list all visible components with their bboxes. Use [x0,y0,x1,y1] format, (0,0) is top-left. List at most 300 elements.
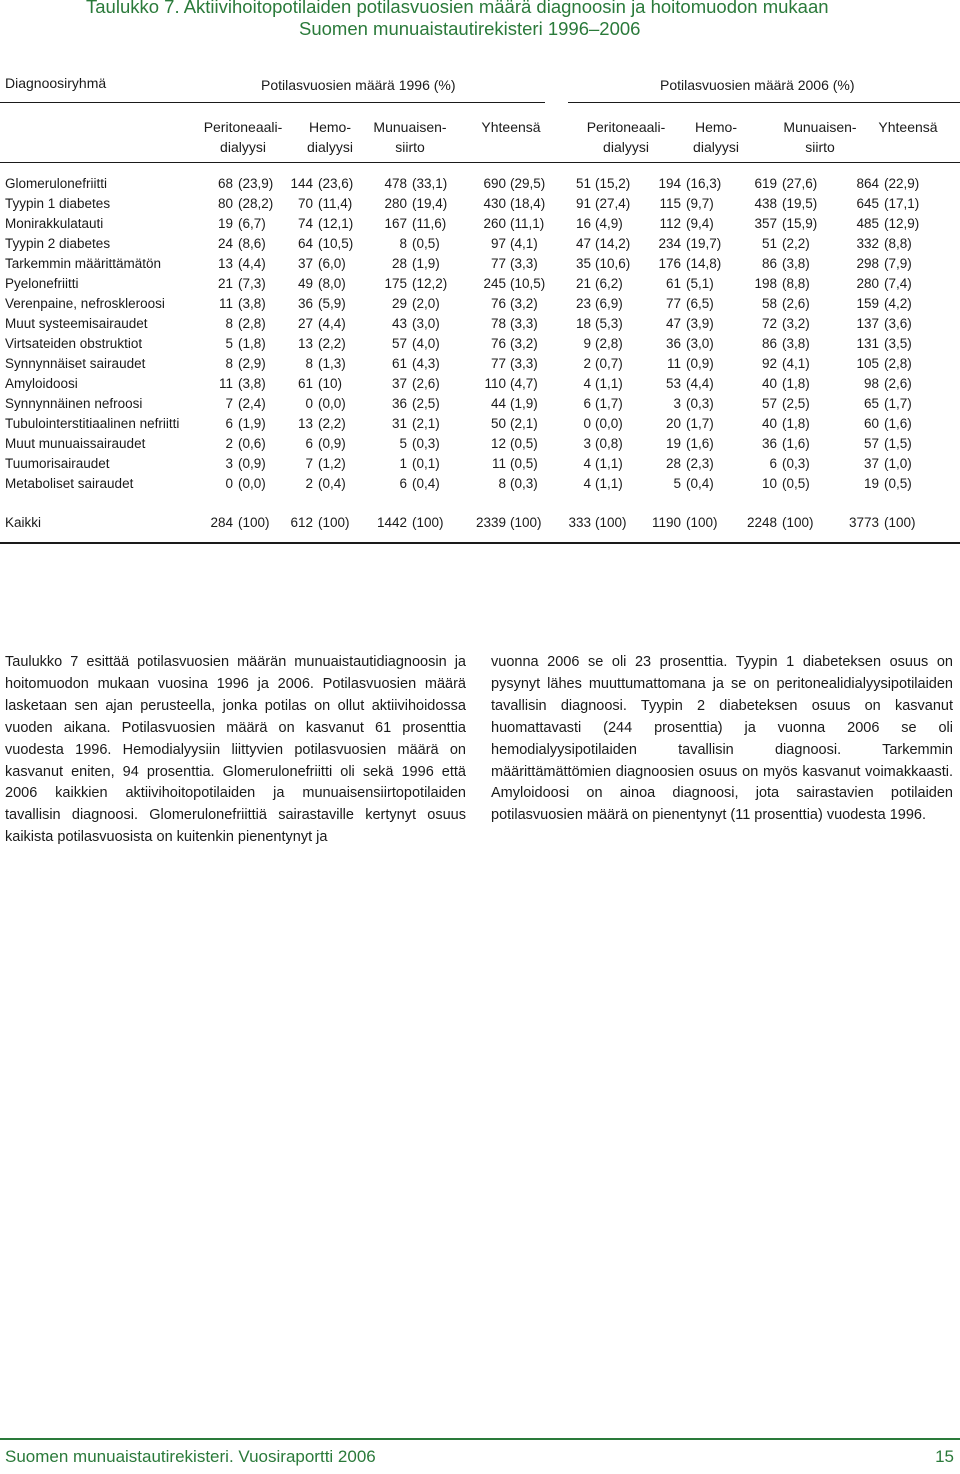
table-title: Taulukko 7. Aktiivihoitopotilaiden potilasvuosien määrä diagnoosin ja hoitomuodon mukaan [86,0,829,17]
cell-value: 430 [483,196,506,211]
cell-value: 13 [217,256,233,271]
cell-percent: (100) [318,515,350,530]
subheader-line2: siirto [805,139,835,155]
subheader-2006-3 [770,117,870,157]
cell-percent: (2,6) [782,296,810,311]
cell-value: 18 [575,316,591,331]
cell-value: 57 [761,396,777,411]
subheader-line1: Hemo- [308,119,351,135]
cell-percent: (0,1) [412,456,440,471]
cell-percent: (0,9) [686,356,714,371]
row-label: Verenpaine, nefroskleroosi [5,296,165,311]
subheader-1996-4 [461,117,561,137]
cell-percent: (0,7) [595,356,623,371]
cell-percent: (4,7) [510,376,538,391]
cell-value: 357 [754,216,777,231]
cell-value: 478 [384,176,407,191]
cell-percent: (0,0) [238,476,266,491]
cell-percent: (0,8) [595,436,623,451]
table-bottom-rule [0,542,960,544]
cell-percent: (6,7) [238,216,266,231]
cell-percent: (3,6) [884,316,912,331]
cell-percent: (5,3) [595,316,623,331]
body-text-right [491,652,953,827]
cell-value: 159 [856,296,879,311]
cell-percent: (1,8) [782,376,810,391]
cell-percent: (100) [595,515,627,530]
cell-percent: (6,2) [595,276,623,291]
cell-percent: (1,1) [595,376,623,391]
cell-percent: (16,3) [686,176,722,191]
row-label: Virtsateiden obstruktiot [5,336,143,351]
cell-value: 97 [490,236,506,251]
cell-value: 47 [665,316,681,331]
cell-value: 8 [225,356,233,371]
cell-value: 332 [856,236,879,251]
cell-percent: (4,9) [595,216,623,231]
cell-value: 78 [490,316,506,331]
cell-value: 37 [297,256,313,271]
cell-percent: (2,2) [318,336,346,351]
cell-value: 80 [217,196,233,211]
cell-value: 86 [761,256,777,271]
cell-value: 864 [856,176,879,191]
cell-percent: (9,4) [686,216,714,231]
subheader-line2: dialyysi [603,139,649,155]
cell-percent: (4,2) [884,296,912,311]
cell-percent: (3,3) [510,316,538,331]
cell-value: 6 [225,416,233,431]
cell-percent: (100) [884,515,916,530]
cell-percent: (15,9) [782,216,818,231]
cell-value: 19 [863,476,879,491]
cell-value: 24 [217,236,233,251]
cell-percent: (3,8) [238,376,266,391]
cell-value: 13 [297,416,313,431]
cell-value: 70 [297,196,313,211]
cell-percent: (12,2) [412,276,448,291]
cell-value: 49 [297,276,313,291]
cell-value: 23 [575,296,591,311]
header-rule-2006 [568,102,960,103]
table-row [0,316,960,336]
cell-percent: (6,5) [686,296,714,311]
cell-percent: (3,2) [510,296,538,311]
cell-percent: (1,0) [884,456,912,471]
cell-percent: (2,3) [686,456,714,471]
cell-value: 167 [384,216,407,231]
cell-value: 2 [225,436,233,451]
cell-percent: (0,3) [412,436,440,451]
cell-value: 76 [490,296,506,311]
row-label: Pyelonefriitti [5,276,79,291]
cell-value: 0 [583,416,591,431]
cell-percent: (15,2) [595,176,631,191]
cell-value: 137 [856,316,879,331]
table-row [0,476,960,496]
cell-value: 194 [658,176,681,191]
cell-percent: (11,1) [510,216,545,231]
cell-percent: (0,3) [510,476,538,491]
cell-percent: (0,5) [510,456,538,471]
cell-percent: (1,7) [686,416,714,431]
cell-percent: (2,9) [238,356,266,371]
cell-value: 61 [297,376,313,391]
cell-value: 19 [665,436,681,451]
cell-percent: (5,1) [686,276,714,291]
cell-percent: (0,5) [884,476,912,491]
table-row [0,396,960,416]
cell-value: 77 [665,296,681,311]
cell-value: 43 [391,316,407,331]
cell-value: 3 [225,456,233,471]
cell-value: 98 [863,376,879,391]
cell-value: 144 [290,176,313,191]
cell-percent: (10,6) [595,256,631,271]
cell-value: 20 [665,416,681,431]
table-row [0,176,960,196]
cell-percent: (12,9) [884,216,920,231]
cell-percent: (3,8) [782,336,810,351]
cell-percent: (10) [318,376,343,391]
diagnosis-group-header: Diagnoosiryhmä [5,75,107,91]
cell-percent: (27,6) [782,176,818,191]
cell-value: 19 [217,216,233,231]
cell-percent: (0,5) [412,236,440,251]
cell-value: 112 [659,216,681,231]
period-1996-header: Potilasvuosien määrä 1996 (%) [261,77,456,93]
row-label: Tyypin 2 diabetes [5,236,111,251]
cell-value: 12 [490,436,506,451]
cell-percent: (14,8) [686,256,722,271]
cell-value: 612 [290,515,313,530]
cell-value: 0 [225,476,233,491]
cell-value: 51 [575,176,591,191]
cell-value: 1442 [376,515,407,530]
cell-percent: (11,4) [318,196,353,211]
cell-percent: (1,8) [782,416,810,431]
cell-percent: (1,6) [782,436,810,451]
cell-percent: (2,8) [238,316,266,331]
cell-percent: (2,2) [318,416,346,431]
table-row [0,196,960,216]
cell-percent: (0,0) [318,396,346,411]
cell-percent: (4,1) [782,356,810,371]
subheader-1996-3 [360,117,460,157]
cell-value: 8 [498,476,506,491]
cell-value: 8 [305,356,313,371]
cell-percent: (1,6) [686,436,714,451]
cell-percent: (0,0) [595,416,623,431]
cell-value: 234 [658,236,681,251]
cell-percent: (3,5) [884,336,912,351]
subheader-line1: Peritoneaali- [203,119,283,135]
cell-value: 21 [575,276,591,291]
table-row [0,336,960,356]
cell-value: 11 [218,296,233,311]
cell-value: 37 [863,456,879,471]
cell-value: 260 [483,216,506,231]
cell-value: 5 [399,436,407,451]
cell-percent: (0,9) [318,436,346,451]
cell-percent: (6,0) [318,256,346,271]
cell-value: 47 [575,236,591,251]
cell-percent: (8,8) [782,276,810,291]
cell-value: 76 [490,336,506,351]
cell-value: 58 [761,296,777,311]
body-text-right-paragraph: vuonna 2006 se oli 23 prosenttia. Tyypin 1 diabeteksen osuus on pysynyt lähes muuttumattomana ja se on peritonealidialyysipotilaiden tavallisin diagnoosi. Tyypin 2 diabeteksen osuus on kasvanut huomattavasti (244 prosenttia) ja vuonna 2006 se oli hemodialyysipotilaiden tavallisin diagnoosi. Tarkemmin määrittämättömien diagnoosien osuus on myös kasvanut voimakkaasti. Amyloidoosi on ainoa diagnoosi, jota sairastavien potilaiden potilasvuosien määrä on pienentynyt (11 prosenttia) vuodesta 1996. [491,654,953,824]
cell-percent: (0,6) [238,436,266,451]
cell-value: 175 [384,276,407,291]
footer-publication: Suomen munuaistautirekisteri. Vuosiraportti 2006 [5,1447,376,1466]
row-label: Synnynnäinen nefroosi [5,396,143,411]
body-text-left [5,652,466,849]
cell-value: 105 [856,356,879,371]
cell-percent: (100) [510,515,542,530]
cell-value: 280 [384,196,407,211]
cell-percent: (19,7) [686,236,722,251]
cell-value: 6 [583,396,591,411]
cell-percent: (9,7) [686,196,714,211]
cell-percent: (8,6) [238,236,266,251]
cell-value: 29 [391,296,407,311]
cell-percent: (3,2) [782,316,810,331]
row-label: Kaikki [5,515,42,530]
cell-value: 77 [490,256,506,271]
cell-percent: (4,4) [238,256,266,271]
row-label: Tyypin 1 diabetes [5,196,111,211]
cell-percent: (2,0) [412,296,440,311]
table-row [0,276,960,296]
cell-value: 61 [391,356,407,371]
cell-value: 72 [761,316,777,331]
cell-value: 3 [583,436,591,451]
cell-value: 37 [391,376,407,391]
cell-percent: (2,6) [412,376,440,391]
cell-value: 6 [399,476,407,491]
cell-value: 27 [297,316,313,331]
cell-value: 131 [856,336,879,351]
cell-value: 57 [391,336,407,351]
cell-percent: (19,4) [412,196,448,211]
cell-percent: (2,8) [595,336,623,351]
cell-percent: (100) [782,515,814,530]
cell-value: 245 [483,276,506,291]
cell-percent: (0,3) [782,456,810,471]
cell-value: 16 [575,216,591,231]
cell-percent: (8,8) [884,236,912,251]
row-label: Tubulointerstitiaalinen nefriitti [5,416,180,431]
cell-value: 74 [297,216,313,231]
row-label: Tuumorisairaudet [5,456,110,471]
cell-value: 8 [399,236,407,251]
cell-percent: (3,9) [686,316,714,331]
cell-value: 44 [490,396,506,411]
cell-value: 6 [769,456,777,471]
cell-percent: (2,1) [510,416,538,431]
period-2006-header: Potilasvuosien määrä 2006 (%) [660,77,855,93]
cell-percent: (5,9) [318,296,346,311]
cell-value: 91 [575,196,591,211]
table-row [0,256,960,276]
row-label: Metaboliset sairaudet [5,476,134,491]
cell-percent: (0,4) [318,476,346,491]
cell-value: 28 [391,256,407,271]
row-label: Monirakkulatauti [5,216,104,231]
row-label: Tarkemmin määrittämätön [5,256,162,271]
cell-value: 92 [761,356,777,371]
cell-percent: (11,6) [412,216,447,231]
cell-percent: (27,4) [595,196,631,211]
cell-percent: (19,5) [782,196,818,211]
cell-percent: (1,8) [238,336,266,351]
cell-value: 57 [863,436,879,451]
subheader-1996-1 [193,117,293,157]
cell-percent: (1,9) [510,396,538,411]
cell-value: 10 [761,476,777,491]
row-label: Muut systeemisairaudet [5,316,148,331]
table-subtitle: Suomen munuaistautirekisteri 1996–2006 [299,18,641,39]
cell-percent: (3,0) [412,316,440,331]
cell-value: 11 [218,376,233,391]
cell-value: 176 [658,256,681,271]
cell-value: 280 [856,276,879,291]
cell-value: 9 [583,336,591,351]
subheader-line1: Hemo- [694,119,737,135]
cell-percent: (2,5) [782,396,810,411]
cell-percent: (4,4) [318,316,346,331]
table-row-total [0,515,960,535]
cell-percent: (3,3) [510,356,538,371]
cell-value: 4 [583,456,591,471]
cell-value: 2 [305,476,313,491]
cell-value: 61 [665,276,681,291]
cell-value: 40 [761,416,777,431]
cell-value: 53 [665,376,681,391]
row-label: Muut munuaissairaudet [5,436,146,451]
cell-percent: (10,5) [318,236,354,251]
cell-percent: (3,8) [782,256,810,271]
cell-percent: (4,0) [412,336,440,351]
cell-percent: (1,7) [595,396,623,411]
cell-percent: (28,2) [238,196,274,211]
cell-value: 21 [217,276,233,291]
cell-value: 198 [754,276,777,291]
cell-percent: (0,5) [782,476,810,491]
cell-percent: (1,1) [595,476,623,491]
cell-percent: (3,8) [238,296,266,311]
cell-value: 31 [391,416,407,431]
cell-percent: (1,7) [884,396,912,411]
cell-value: 619 [754,176,777,191]
subheader-line1: Munuaisen- [373,119,447,135]
table-row [0,456,960,476]
cell-percent: (2,4) [238,396,266,411]
table-row [0,216,960,236]
cell-value: 284 [210,515,233,530]
subheader-2006-1 [576,117,676,157]
cell-value: 3 [673,396,681,411]
cell-value: 1 [399,456,407,471]
cell-value: 438 [754,196,777,211]
cell-value: 110 [484,376,506,391]
cell-percent: (1,9) [238,416,266,431]
subheader-line2: dialyysi [220,139,266,155]
cell-value: 40 [761,376,777,391]
header-rule-1996 [0,102,545,103]
cell-percent: (1,1) [595,456,623,471]
cell-value: 6 [305,436,313,451]
cell-percent: (3,0) [686,336,714,351]
cell-percent: (4,3) [412,356,440,371]
cell-percent: (23,9) [238,176,274,191]
cell-percent: (7,9) [884,256,912,271]
table-row [0,376,960,396]
cell-value: 13 [297,336,313,351]
cell-value: 36 [297,296,313,311]
body-text-left-paragraph: Taulukko 7 esittää potilasvuosien määrän munuaistautidiagnoosin ja hoitomuodon mukaan vuosina 1996 ja 2006. Potilasvuosien määrä lasketaan sen ajan perusteella, jonka potilas on ollut aktiivihoidossa vuoden aikana. Potilasvuosien määrä on kasvanut 61 prosenttia vuodesta 1996. Hemodialyysiin liittyvien potilasvuosien määrä on kasvanut eniten, 94 prosenttia. Glomerulonefriitti oli sekä 1996 että 2006 kaikkien aktiivihoitopotilaiden ja munuaisensiirtopotilaiden tavallisin diagnoosi. Glomerulonefriittiä sairastaville kertynyt osuus kaikista potilasvuosista on kuitenkin pienentynyt ja [5,654,466,846]
cell-value: 60 [863,416,879,431]
cell-percent: (0,5) [510,436,538,451]
cell-percent: (23,6) [318,176,354,191]
cell-value: 7 [305,456,313,471]
cell-percent: (0,3) [686,396,714,411]
cell-value: 11 [666,356,681,371]
cell-percent: (12,1) [318,216,354,231]
subheader-line1: Yhteensä [878,119,938,135]
subheader-2006-2 [666,117,766,157]
page-number: 15 [935,1447,954,1466]
cell-percent: (2,8) [884,356,912,371]
cell-value: 2339 [475,515,506,530]
cell-value: 7 [225,396,233,411]
cell-value: 298 [856,256,879,271]
table-row [0,236,960,256]
table-row [0,416,960,436]
cell-value: 333 [568,515,591,530]
cell-percent: (6,9) [595,296,623,311]
cell-percent: (29,5) [510,176,546,191]
cell-value: 690 [483,176,506,191]
cell-value: 3773 [848,515,879,530]
cell-percent: (0,4) [412,476,440,491]
table-row [0,356,960,376]
subheader-rule [0,162,960,163]
cell-percent: (14,2) [595,236,631,251]
cell-percent: (2,6) [884,376,912,391]
cell-percent: (2,2) [782,236,810,251]
cell-percent: (1,9) [412,256,440,271]
cell-percent: (7,3) [238,276,266,291]
cell-percent: (22,9) [884,176,920,191]
cell-value: 11 [491,456,506,471]
cell-value: 645 [856,196,879,211]
subheader-line2: siirto [395,139,425,155]
cell-value: 68 [217,176,233,191]
cell-value: 2 [583,356,591,371]
cell-value: 8 [225,316,233,331]
cell-value: 50 [490,416,506,431]
row-label: Amyloidoosi [5,376,78,391]
cell-value: 36 [761,436,777,451]
subheader-line1: Peritoneaali- [586,119,666,135]
footer-rule [0,1438,960,1440]
cell-value: 86 [761,336,777,351]
cell-value: 36 [665,336,681,351]
subheader-line1: Yhteensä [481,119,541,135]
cell-value: 1190 [651,515,681,530]
table-row [0,436,960,456]
